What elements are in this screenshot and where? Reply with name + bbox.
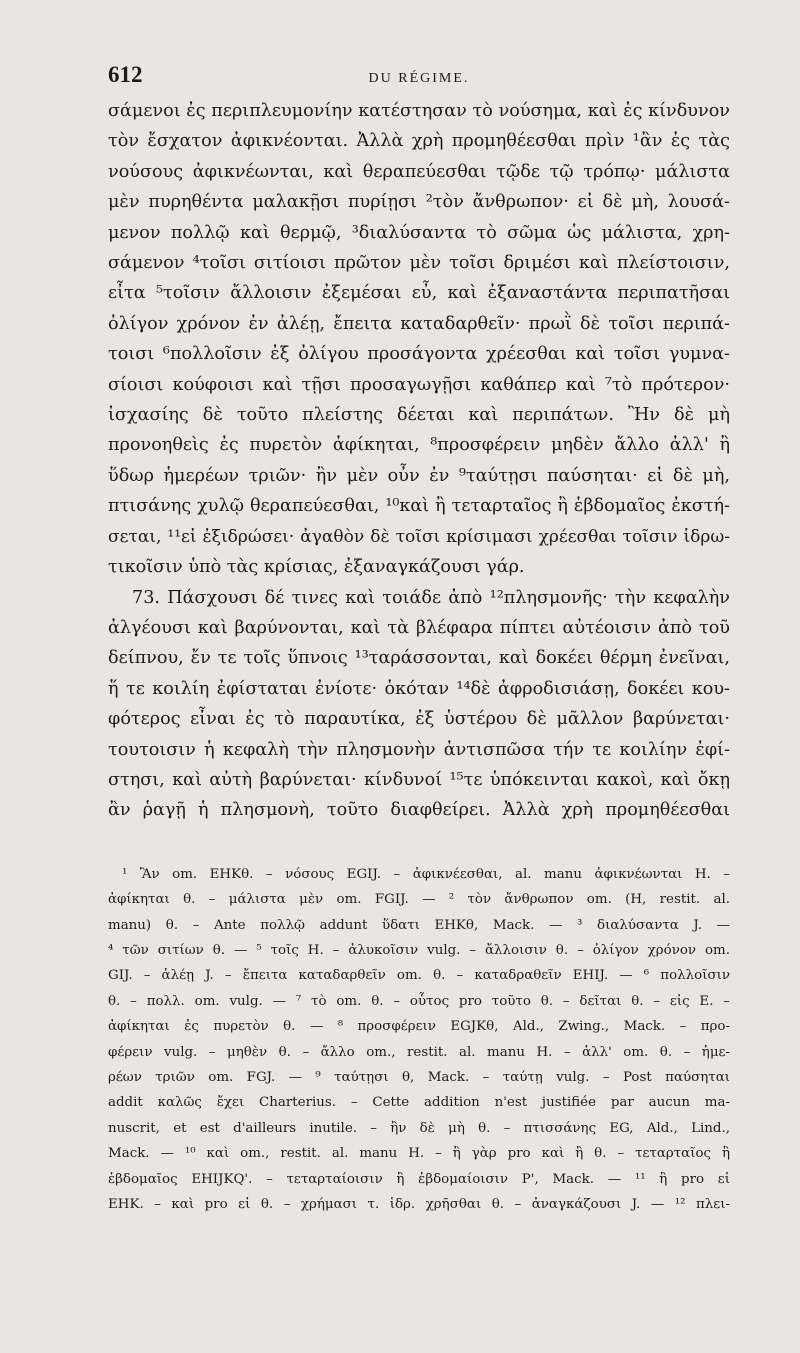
- footnotes: [108, 862, 730, 1218]
- text-line: ὕδωρ ἡμερέων τριῶν· ἢν μὲν οὖν ἐν ⁹ταύτῃσι παύσηται· εἰ δὲ μὴ,: [108, 465, 730, 486]
- text-line: μὲν πυρηθέντα μαλακῇσι πυρίῃσι ²τὸν ἄνθρωπον· εἰ δὲ μὴ, λουσά-: [108, 192, 730, 213]
- text-line: δείπνου, ἔν τε τοῖς ὕπνοις ¹³ταράσσονται, καὶ δοκέει θέρμη ἐνεῖναι,: [108, 648, 730, 669]
- footnote-line: ἀφίκηται θ. – μάλιστα μὲν om. FGIJ. — ² τὸν ἄνθρωπον om. (H, restit. al.: [108, 892, 730, 908]
- footnote-line: Mack. — ¹⁰ καὶ om., restit. al. manu H. – ἢ γὰρ pro καὶ ἢ θ. – τεταρταῖος ἢ: [108, 1146, 730, 1162]
- footnote-line: addit καλῶς ἔχει Charterius. – Cette addition n'est justifiée par aucun ma-: [108, 1095, 730, 1111]
- text-line: ἰσχασίης δὲ τοῦτο πλείστης δέεται καὶ περιπάτων. Ἢν δὲ μὴ: [108, 405, 730, 426]
- text-line: προνοηθεὶς ἐς πυρετὸν ἀφίκηται, ⁸προσφέρειν μηδὲν ἄλλο ἀλλ' ἢ: [108, 435, 730, 456]
- text-line: τουτοισιν ἡ κεφαλὴ τὴν πλησμονὴν ἀντισπῶσα τήν τε κοιλίην ἐφί-: [108, 739, 730, 760]
- running-head: [108, 62, 730, 96]
- section-73-start: 73. Πάσχουσι δέ τινες καὶ τοιάδε ἀπὸ ¹²πλησμονῆς· τὴν κεφαλὴν: [132, 587, 730, 608]
- footnote-line: ¹ Ἂν om. EHKθ. – νόσους EGIJ. – ἀφικνέεσθαι, al. manu ἀφικνέωνται H. –: [122, 866, 730, 882]
- text-line: ἀλγέουσι καὶ βαρύνονται, καὶ τὰ βλέφαρα πίπτει αὐτέοισιν ἀπὸ τοῦ: [108, 617, 730, 638]
- text-line: τικοῖσιν ὑπὸ τὰς κρίσιας, ἐξαναγκάζουσι γάρ.: [108, 557, 525, 578]
- text-line: σεται, ¹¹εἰ ἐξιδρώσει· ἀγαθὸν δὲ τοῖσι κρίσιμασι χρέεσθαι τοῖσιν ἱδρω-: [108, 526, 730, 547]
- footnote-line: θ. – πολλ. om. vulg. — ⁷ τὸ om. θ. – οὗτος pro τοῦτο θ. – δεῖται θ. – εἰς E. –: [108, 993, 730, 1009]
- footnote-line: ἑβδομαῖος EHIJKQ'. – τεταρταίοισιν ἢ ἑβδομαίοισιν P', Mack. — ¹¹ ἢ pro εἰ: [108, 1171, 730, 1187]
- text-line: σίοισι κούφοισι καὶ τῇσι προσαγωγῇσι καθάπερ καὶ ⁷τὸ πρότερον·: [108, 374, 730, 395]
- text-line: νούσους ἀφικνέωνται, καὶ θεραπεύεσθαι τῷδε τῷ τρόπῳ· μάλιστα: [108, 161, 730, 182]
- footnote-line: ἀφίκηται ἐς πυρετὸν θ. — ⁸ προσφέρειν EGJKθ, Ald., Zwing., Mack. – προ-: [108, 1019, 730, 1035]
- footnote-line: nuscrit, et est d'ailleurs inutile. – ἢν δὲ μὴ θ. – πτισσάνης EG, Ald., Lind.,: [108, 1120, 730, 1136]
- text-line: ἥ τε κοιλίη ἐφίσταται ἐνίοτε· ὁκόταν ¹⁴δὲ ἀφροδισιάσῃ, δοκέει κου-: [108, 678, 730, 699]
- footnote-line: ⁴ τῶν σιτίων θ. — ⁵ τοῖς H. – ἀλυκοῖσιν vulg. – ἄλλοισιν θ. – ὀλίγον χρόνον om.: [108, 942, 730, 958]
- text-line: τοισι ⁶πολλοῖσιν ἐξ ὀλίγου προσάγοντα χρέεσθαι καὶ τοῖσι γυμνα-: [108, 344, 730, 365]
- text-line: φότερος εἶναι ἐς τὸ παραυτίκα, ἐξ ὑστέρου δὲ μᾶλλον βαρύνεται·: [108, 709, 730, 730]
- text-line: σάμενον ⁴τοῖσι σιτίοισι πρῶτον μὲν τοῖσι δριμέσι καὶ πλείστοισιν,: [108, 253, 730, 274]
- text-line: σάμενοι ἐς περιπλευμονίην κατέστησαν τὸ νούσημα, καὶ ἐς κίνδυνον: [108, 101, 730, 121]
- footnote-line: φέρειν vulg. – μηθὲν θ. – ἄλλο om., restit. al. manu H. – ἀλλ' om. θ. – ἡμε-: [108, 1044, 730, 1060]
- text-line: ἂν ῥαγῇ ἡ πλησμονὴ, τοῦτο διαφθείρει. Ἀλλὰ χρὴ προμηθέεσθαι: [108, 800, 730, 821]
- footnote-separator: [108, 826, 730, 862]
- main-text: [108, 96, 730, 826]
- text-line: ὀλίγον χρόνον ἐν ἀλέῃ, ἔπειτα καταδαρθεῖν· πρωῒ δὲ τοῖσι περιπά-: [108, 313, 730, 334]
- running-head-title: DU RÉGIME.: [368, 71, 470, 86]
- footnote-line: EHK. – καὶ pro εἰ θ. – χρήμασι τ. ἱδρ. χρῆσθαι θ. – ἀναγκάζουσι J. — ¹² πλει-: [108, 1197, 730, 1213]
- text-line: στησι, καὶ αὐτὴ βαρύνεται· κίνδυνοί ¹⁵τε ὑπόκεινται κακοὶ, καὶ ὄκῃ: [108, 769, 730, 790]
- text-line: εἶτα ⁵τοῖσιν ἄλλοισιν ἐξεμέσαι εὖ, καὶ ἐξαναστάντα περιπατῆσαι: [108, 283, 730, 304]
- footnote-line: manu) θ. – Ante πολλῷ addunt ὕδατι EHKθ, Mack. — ³ διαλύσαντα J. —: [108, 917, 730, 933]
- footnote-line: GIJ. – ἀλέῃ J. – ἔπειτα καταδαρθεῖν om. θ. – καταδραθεῖν EHIJ. — ⁶ πολλοῖσιν: [108, 968, 730, 984]
- page-number: 612: [108, 62, 143, 87]
- text-line: πτισάνης χυλῷ θεραπεύεσθαι, ¹⁰καὶ ἢ τεταρταῖος ἢ ἑβδομαῖος ἐκστή-: [108, 496, 730, 517]
- footnote-line: ρέων τριῶν om. FGJ. — ⁹ ταύτῃσι θ, Mack. – ταύτῃ vulg. – Post παύσηται: [108, 1070, 730, 1085]
- text-line: τὸν ἔσχατον ἀφικνέονται. Ἀλλὰ χρὴ προμηθέεσθαι πρὶν ¹ἂν ἐς τὰς: [108, 131, 730, 152]
- text-line: μενον πολλῷ καὶ θερμῷ, ³διαλύσαντα τὸ σῶμα ὡς μάλιστα, χρη-: [108, 222, 730, 243]
